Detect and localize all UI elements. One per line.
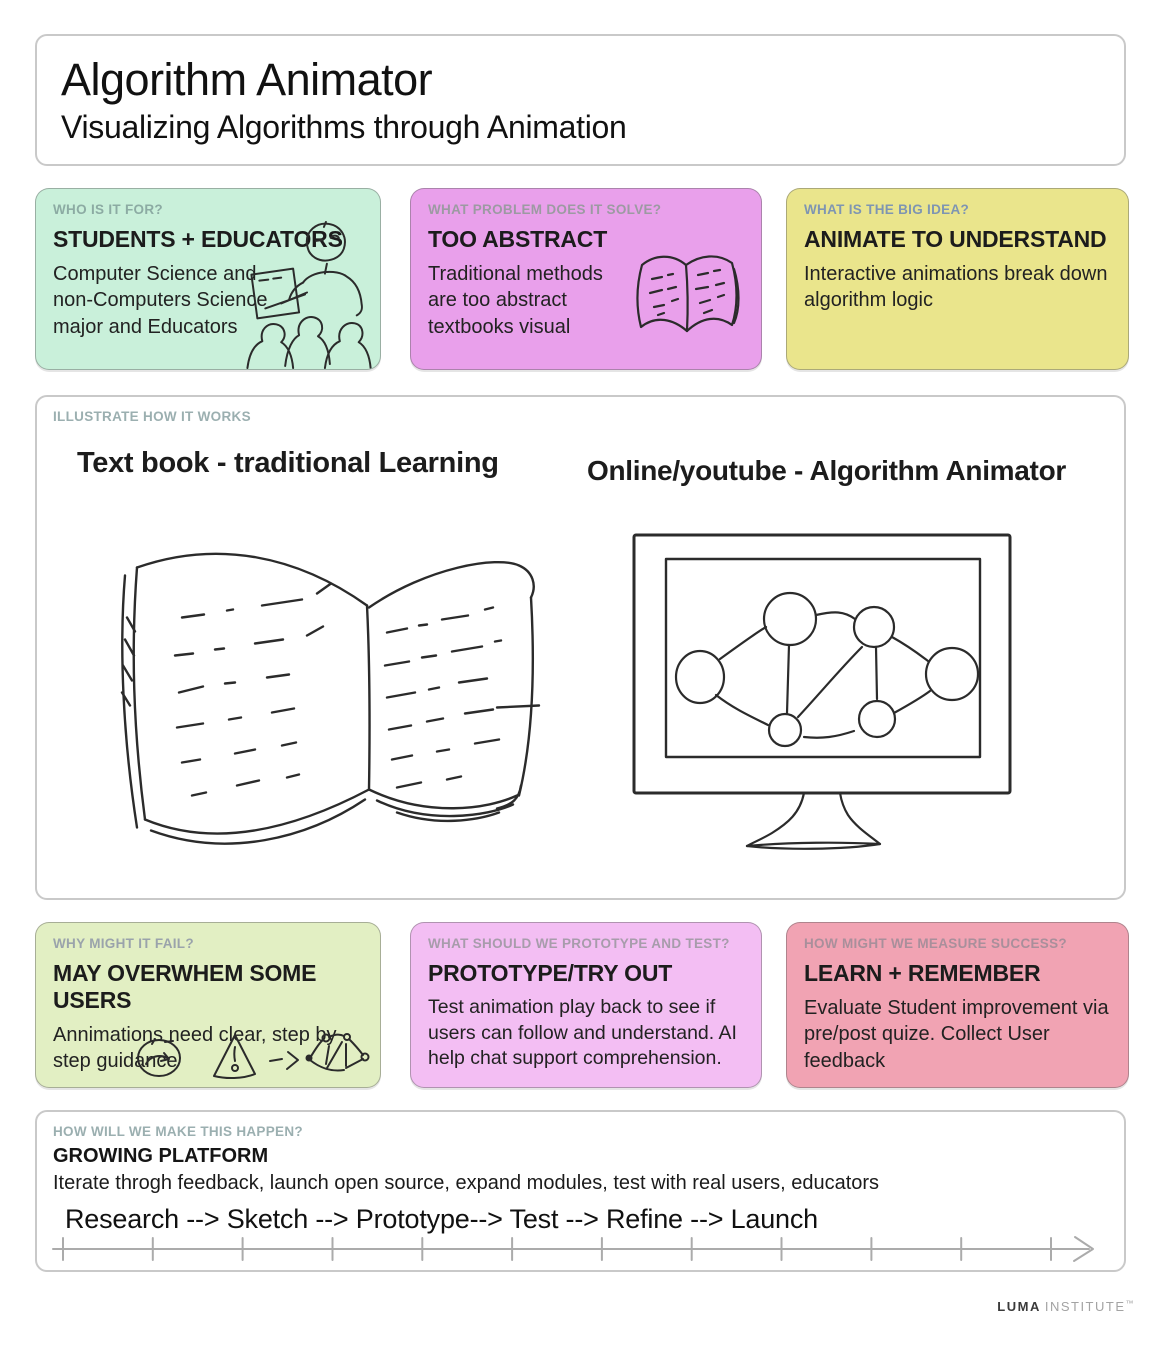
card-label: HOW MIGHT WE MEASURE SUCCESS? — [804, 936, 1067, 951]
right-column-heading: Online/youtube - Algorithm Animator — [587, 455, 1066, 486]
card-who-is-it-for — [35, 188, 381, 370]
page-subtitle: Visualizing Algorithms through Animation — [61, 109, 627, 145]
card-prototype — [410, 922, 762, 1088]
monitor-graph-animation-sketch-icon — [622, 527, 1022, 865]
card-heading: TOO ABSTRACT — [428, 226, 608, 252]
card-label: WHAT PROBLEM DOES IT SOLVE? — [428, 202, 662, 217]
plan-body: Iterate throgh feedback, launch open source, expand modules, test with real users, educators — [53, 1172, 880, 1194]
card-body: Test animation play back to see if users can follow and understand. AI help chat support comprehension. — [428, 996, 737, 1070]
section-label: HOW WILL WE MAKE THIS HAPPEN? — [53, 1124, 303, 1139]
card-label: WHAT IS THE BIG IDEA? — [804, 202, 970, 217]
teacher-audience-sketch-icon — [246, 217, 378, 370]
card-body: Interactive animations break down algorithm logic — [804, 263, 1108, 312]
page-title: Algorithm Animator — [61, 54, 433, 105]
card-heading: ANIMATE TO UNDERSTAND — [804, 226, 1107, 252]
brand-logo — [997, 1299, 1135, 1314]
roadmap-steps: Research --> Sketch --> Prototype--> Test --> Refine --> Launch — [65, 1204, 818, 1234]
trademark-mark: ™ — [1125, 1299, 1135, 1308]
open-book-sketch-icon — [627, 249, 749, 349]
card-label: WHO IS IT FOR? — [53, 202, 163, 217]
card-heading: MAY OVERWHEM SOME USERS — [53, 960, 317, 1013]
card-measure-success — [786, 922, 1129, 1088]
card-body: Annimations need clear, step by step guidance — [53, 1024, 337, 1073]
plan-heading: GROWING PLATFORM — [53, 1145, 269, 1167]
left-column-heading: Text book - traditional Learning — [77, 447, 499, 479]
open-textbook-sketch-icon — [67, 525, 547, 870]
illustrate-box — [35, 395, 1126, 900]
card-why-fail — [35, 922, 381, 1088]
timeline-axis — [47, 1233, 1115, 1267]
brand-suffix: INSTITUTE — [1044, 1299, 1126, 1314]
card-label: WHY MIGHT IT FAIL? — [53, 936, 194, 951]
card-body: Evaluate Student improvement via pre/post quize. Collect User feedback — [804, 997, 1109, 1072]
title-box — [35, 34, 1126, 166]
card-body: Computer Science and non-Computers Science major and Educators — [53, 263, 268, 338]
timeline — [47, 1233, 1115, 1267]
card-big-idea — [786, 188, 1129, 370]
plan-box — [35, 1110, 1126, 1272]
brand-name: LUMA — [997, 1299, 1041, 1314]
section-label: ILLUSTRATE HOW IT WORKS — [53, 409, 251, 424]
card-heading: PROTOTYPE/TRY OUT — [428, 960, 673, 986]
card-body: Traditional methods are too abstract textbooks visual — [428, 263, 603, 338]
card-heading: LEARN + REMEMBER — [804, 960, 1041, 986]
confusion-warning-graph-sketch-icon — [132, 1027, 372, 1081]
card-heading: STUDENTS + EDUCATORS — [53, 226, 343, 252]
card-label: WHAT SHOULD WE PROTOTYPE AND TEST? — [428, 936, 730, 951]
card-problem — [410, 188, 762, 370]
